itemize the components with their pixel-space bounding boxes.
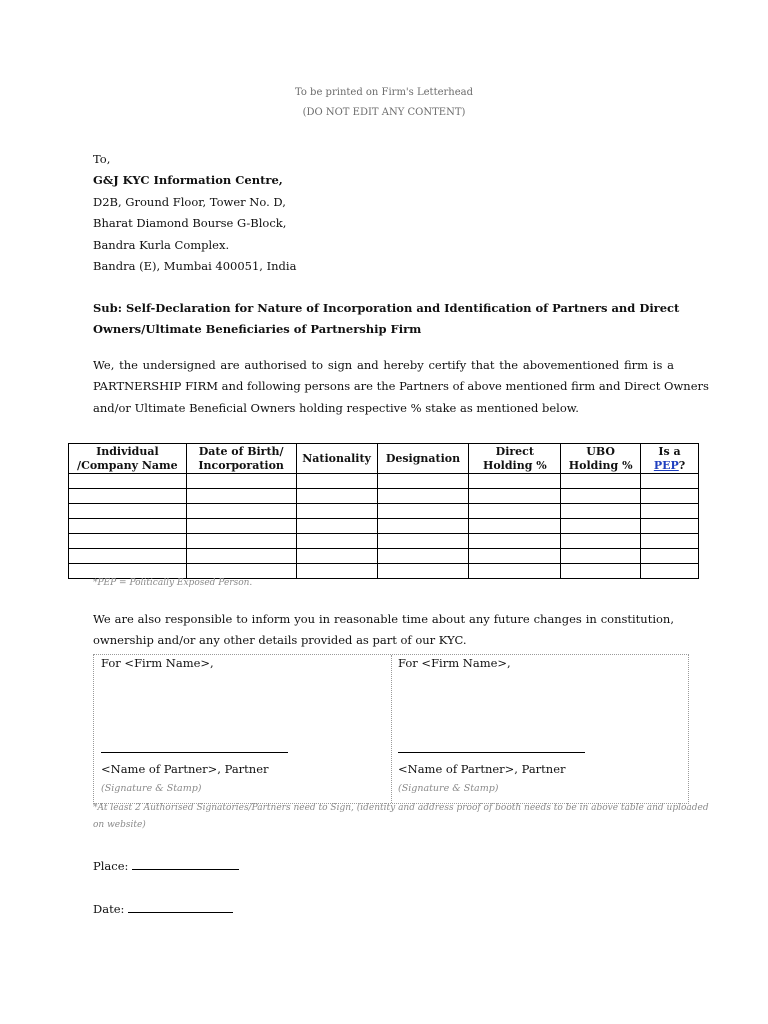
- signature-block-left: [94, 655, 384, 803]
- table-cell[interactable]: [377, 549, 469, 564]
- address-line-1: D2B, Ground Floor, Tower No. D,: [93, 195, 286, 209]
- responsibility-line-2: ownership and/or any other details provided as part of our KYC.: [93, 633, 467, 647]
- recipient-name: G&J KYC Information Centre,: [93, 173, 283, 187]
- table-row: [69, 564, 699, 579]
- header-direct-holding: Direct Holding %: [469, 444, 561, 474]
- table-cell[interactable]: [69, 564, 187, 579]
- header-is-pep: Is a PEP?: [641, 444, 699, 474]
- address-line-3: Bandra Kurla Complex.: [93, 238, 230, 252]
- table-cell[interactable]: [296, 504, 377, 519]
- date-label: Date:: [93, 902, 125, 916]
- partners-table: [68, 443, 699, 579]
- table-cell[interactable]: [377, 504, 469, 519]
- place-label: Place:: [93, 859, 129, 873]
- table-cell[interactable]: [641, 489, 699, 504]
- table-cell[interactable]: [69, 474, 187, 489]
- table-cell[interactable]: [377, 564, 469, 579]
- table-row: [69, 534, 699, 549]
- responsibility-line-1: We are also responsible to inform you in reasonable time about any future changes in constitution,: [93, 612, 674, 626]
- table-cell[interactable]: [69, 504, 187, 519]
- body-line-3: and/or Ultimate Beneficial Owners holding respective % stake as mentioned below.: [93, 401, 579, 415]
- table-cell[interactable]: [561, 549, 641, 564]
- signature-block-right: [391, 655, 681, 803]
- subject-line-1: Sub: Self-Declaration for Nature of Incorporation and Identification of Partners and Direct: [93, 301, 680, 315]
- table-row: [69, 489, 699, 504]
- table-cell[interactable]: [296, 564, 377, 579]
- table-body: [69, 474, 699, 579]
- pep-footnote: *PEP = Politically Exposed Person.: [93, 578, 253, 588]
- signature-line: [398, 752, 585, 753]
- table-cell[interactable]: [641, 534, 699, 549]
- salutation: To,: [93, 152, 111, 166]
- table-cell[interactable]: [561, 489, 641, 504]
- table-cell[interactable]: [641, 549, 699, 564]
- table-cell[interactable]: [561, 504, 641, 519]
- partner-name-placeholder: <Name of Partner>, Partner: [101, 762, 269, 776]
- body-line-1: We, the undersigned are authorised to sign and hereby certify that the abovementioned firm is a: [93, 358, 674, 372]
- table-cell[interactable]: [469, 504, 561, 519]
- table-cell[interactable]: [469, 489, 561, 504]
- table-cell[interactable]: [377, 489, 469, 504]
- partner-name-placeholder: <Name of Partner>, Partner: [398, 762, 566, 776]
- firm-name-placeholder: For <Firm Name>,: [101, 656, 214, 670]
- table-cell[interactable]: [186, 489, 296, 504]
- table-cell[interactable]: [469, 474, 561, 489]
- signatory-note-line-1: *At least 2 Authorised Signatories/Partners need to Sign, (identity and address proof of booth needs to be in above table and uploaded: [93, 803, 709, 813]
- header-date-of-birth: Date of Birth/ Incorporation: [186, 444, 296, 474]
- signature-stamp-label: (Signature & Stamp): [101, 783, 202, 794]
- table-cell[interactable]: [561, 534, 641, 549]
- table-header-row: [69, 444, 699, 474]
- table-cell[interactable]: [186, 564, 296, 579]
- table-cell[interactable]: [641, 519, 699, 534]
- date-blank[interactable]: [128, 902, 233, 913]
- table-cell[interactable]: [561, 474, 641, 489]
- table-cell[interactable]: [469, 534, 561, 549]
- signature-box: [93, 654, 689, 804]
- signatory-note-line-2: on website): [93, 820, 146, 830]
- table-row: [69, 549, 699, 564]
- header-designation: Designation: [377, 444, 469, 474]
- table-cell[interactable]: [469, 564, 561, 579]
- table-cell[interactable]: [469, 549, 561, 564]
- table-cell[interactable]: [296, 519, 377, 534]
- table-row: [69, 504, 699, 519]
- table-cell[interactable]: [69, 549, 187, 564]
- table-cell[interactable]: [186, 534, 296, 549]
- header-nationality: Nationality: [296, 444, 377, 474]
- table-cell[interactable]: [641, 564, 699, 579]
- date-field: [93, 902, 233, 916]
- firm-name-placeholder: For <Firm Name>,: [398, 656, 511, 670]
- do-not-edit-note: (DO NOT EDIT ANY CONTENT): [302, 107, 466, 118]
- subject-line-2: Owners/Ultimate Beneficiaries of Partnership Firm: [93, 322, 422, 336]
- table-cell[interactable]: [641, 474, 699, 489]
- table-cell[interactable]: [296, 549, 377, 564]
- table-cell[interactable]: [377, 519, 469, 534]
- table-cell[interactable]: [561, 564, 641, 579]
- letterhead-note: To be printed on Firm's Letterhead: [294, 87, 474, 98]
- pep-link[interactable]: PEP: [653, 458, 679, 472]
- table-cell[interactable]: [69, 489, 187, 504]
- header-ubo-holding: UBO Holding %: [561, 444, 641, 474]
- place-field: [93, 859, 239, 873]
- table-cell[interactable]: [469, 519, 561, 534]
- table-cell[interactable]: [186, 504, 296, 519]
- address-line-2: Bharat Diamond Bourse G-Block,: [93, 216, 287, 230]
- body-line-2: PARTNERSHIP FIRM and following persons are the Partners of above mentioned firm and Direct Owners: [93, 379, 709, 393]
- table-cell[interactable]: [296, 534, 377, 549]
- table-cell[interactable]: [641, 504, 699, 519]
- table-cell[interactable]: [186, 519, 296, 534]
- signature-stamp-label: (Signature & Stamp): [398, 783, 499, 794]
- table-cell[interactable]: [377, 474, 469, 489]
- table-cell[interactable]: [69, 534, 187, 549]
- place-blank[interactable]: [132, 859, 239, 870]
- signature-line: [101, 752, 288, 753]
- address-line-4: Bandra (E), Mumbai 400051, India: [93, 259, 297, 273]
- table-row: [69, 519, 699, 534]
- table-cell[interactable]: [69, 519, 187, 534]
- table-row: [69, 474, 699, 489]
- table-cell[interactable]: [296, 489, 377, 504]
- table-cell[interactable]: [186, 549, 296, 564]
- table-cell[interactable]: [377, 534, 469, 549]
- table-cell[interactable]: [186, 474, 296, 489]
- table-cell[interactable]: [296, 474, 377, 489]
- header-individual-company-name: Individual /Company Name: [69, 444, 187, 474]
- table-cell[interactable]: [561, 519, 641, 534]
